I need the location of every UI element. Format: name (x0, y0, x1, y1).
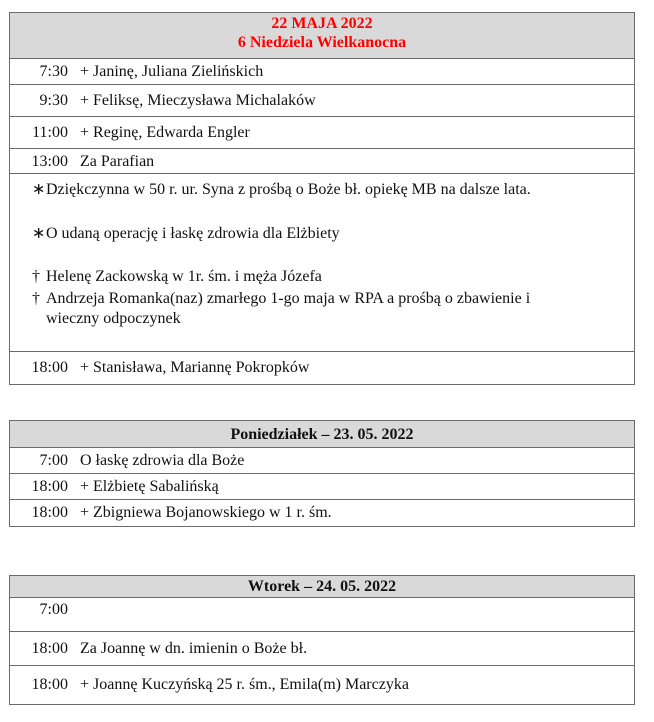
mass-time: 18:00 (31, 478, 68, 495)
mass-time: 9:30 (39, 92, 68, 109)
mass-time: 18:00 (31, 676, 68, 693)
mass-intention: + Joannę Kuczyńską 25 r. śm., Emila(m) Marczyka (80, 676, 409, 693)
mass-row (10, 598, 634, 632)
list-item (32, 180, 626, 200)
asterisk-icon: ∗ (32, 225, 46, 242)
tuesday-header: Wtorek – 24. 05. 2022 (10, 576, 634, 598)
sunday-date: 22 MAJA 2022 (271, 15, 373, 32)
list-item-text: O udaną operację i łaskę zdrowia dla Elżbiety (46, 225, 340, 242)
list-item-text: Andrzeja Romanka(naz) zmarłego 1-go maja w RPA a prośbą o zbawienie i wieczny odpoczynek (46, 290, 531, 327)
mass-row (10, 500, 634, 526)
mass-intention: + Janinę, Juliana Zielińskich (80, 63, 264, 80)
mass-time: 11:00 (32, 124, 68, 141)
intention-list (10, 174, 634, 352)
list-item-text: Helenę Zackowską w 1r. śm. i męża Józefa (46, 268, 322, 285)
mass-time: 13:00 (31, 153, 68, 170)
mass-time: 18:00 (31, 359, 68, 376)
list-item (32, 267, 626, 287)
mass-time: 18:00 (31, 504, 68, 521)
mass-intention: Za Parafian (80, 153, 155, 170)
mass-intention: + Elżbietę Sabalińską (80, 478, 219, 495)
mass-time: 7:00 (39, 601, 68, 618)
mass-row (10, 448, 634, 474)
mass-intention: + Zbigniewa Bojanowskiego w 1 r. śm. (80, 504, 332, 521)
monday-table (9, 420, 635, 527)
list-item-text: Dziękczynna w 50 r. ur. Syna z prośbą o Boże bł. opiekę MB na dalsze lata. (46, 181, 531, 198)
mass-time: 18:00 (31, 640, 68, 657)
mass-intention: + Reginę, Edwarda Engler (80, 124, 250, 141)
mass-row (10, 59, 634, 85)
mass-row (10, 632, 634, 666)
tuesday-table (9, 575, 635, 705)
asterisk-icon: ∗ (32, 181, 46, 198)
mass-intention: + Feliksę, Mieczysława Michalaków (80, 92, 316, 109)
mass-row (10, 352, 634, 384)
mass-row (10, 85, 634, 117)
list-item (32, 224, 626, 244)
monday-header: Poniedziałek – 23. 05. 2022 (10, 421, 634, 448)
mass-time: 7:00 (39, 452, 68, 469)
sunday-table (9, 12, 635, 385)
mass-time: 7:30 (39, 63, 68, 80)
cross-icon: † (32, 290, 40, 307)
mass-intention: O łaskę zdrowia dla Boże (80, 452, 245, 469)
mass-row (10, 149, 634, 174)
mass-row (10, 666, 634, 704)
mass-row (10, 117, 634, 149)
cross-icon: † (32, 268, 40, 285)
mass-intention: Za Joannę w dn. imienin o Boże bł. (80, 640, 308, 657)
sunday-name: 6 Niedziela Wielkanocna (237, 34, 407, 51)
mass-intention: + Stanisława, Mariannę Pokropków (80, 359, 310, 376)
sunday-header (10, 13, 634, 59)
mass-row (10, 474, 634, 500)
list-item (32, 289, 586, 329)
